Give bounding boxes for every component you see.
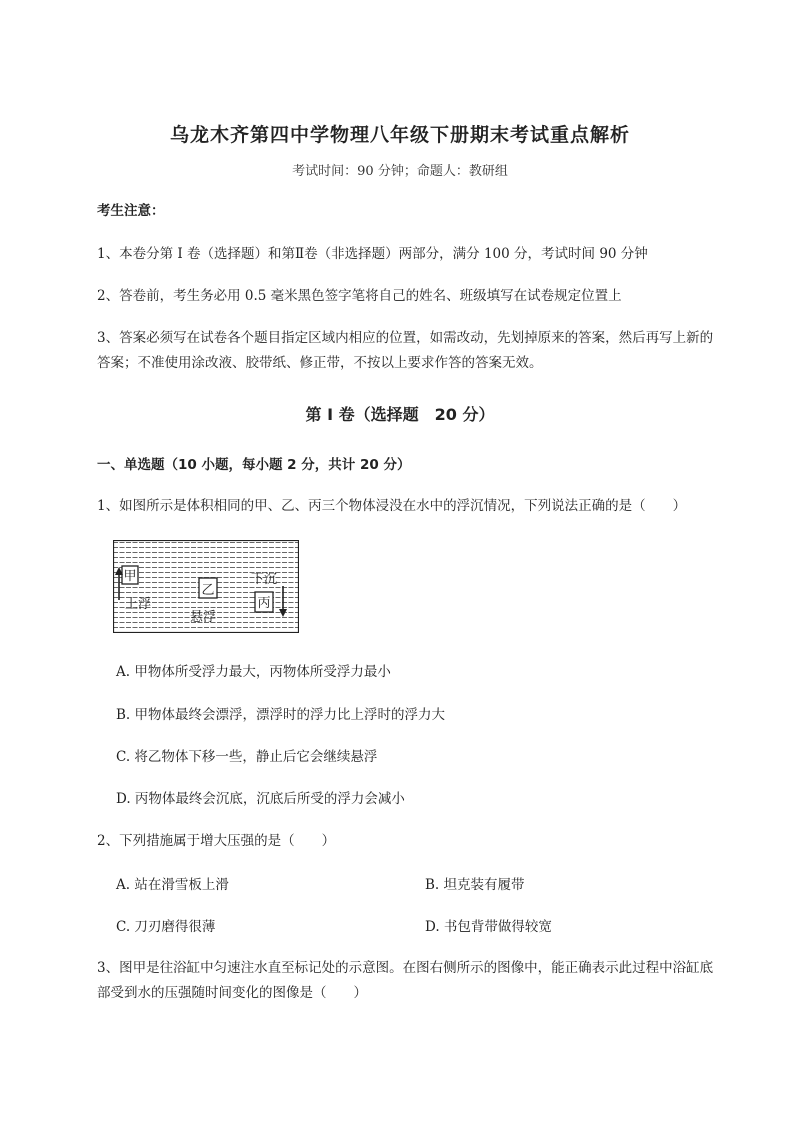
- question-3-stem: 3、图甲是往浴缸中匀速注水直至标记处的示意图。在图右侧所示的图像中，能正确表示此过程中浴缸底部受到水的压强随时间变化的图像是（ ）: [97, 960, 714, 1001]
- object-bing: [255, 592, 273, 612]
- q2-option-b[interactable]: B. 坦克装有履带: [425, 877, 525, 893]
- q1-option-a[interactable]: A. 甲物体所受浮力最大，丙物体所受浮力最小: [116, 664, 391, 680]
- buoyancy-figure: [113, 540, 299, 633]
- note-item-2: 2、答卷前，考生务必用 0.5 毫米黑色签字笔将自己的姓名、班级填写在试卷规定位置上: [97, 288, 622, 304]
- object-yi-label: 乙: [201, 583, 215, 598]
- q1-option-d[interactable]: D. 丙物体最终会沉底，沉底后所受的浮力会减小: [116, 791, 405, 807]
- q1-option-b[interactable]: B. 甲物体最终会漂浮，漂浮时的浮力比上浮时的浮力大: [116, 707, 446, 723]
- exam-info: 考试时间：90 分钟；命题人：教研组: [292, 164, 508, 179]
- label-float-up: 上浮: [125, 597, 152, 612]
- q2-option-a[interactable]: A. 站在滑雪板上滑: [116, 877, 229, 893]
- object-yi: [199, 578, 217, 598]
- note-item-1: 1、本卷分第 I 卷（选择题）和第Ⅱ卷（非选择题）两部分，满分 100 分，考试时间 90 分钟: [97, 246, 648, 262]
- notes-heading: 考生注意：: [97, 203, 165, 219]
- object-jia: [122, 566, 138, 584]
- page-title: 乌龙木齐第四中学物理八年级下册期末考试重点解析: [169, 124, 630, 146]
- object-bing-label: 丙: [257, 596, 271, 611]
- note-item-3: 3、答案必须写在试卷各个题目指定区域内相应的位置，如需改动，先划掉原来的答案，然后再写上新的答案；不准使用涂改液、胶带纸、修正带，不按以上要求作答的答案无效。: [97, 330, 714, 371]
- q1-option-c[interactable]: C. 将乙物体下移一些，静止后它会继续悬浮: [116, 749, 378, 765]
- label-suspend: 悬浮: [190, 610, 217, 625]
- question-1-stem: 1、如图所示是体积相同的甲、乙、丙三个物体浸没在水中的浮沉情况，下列说法正确的是（ ）: [97, 498, 687, 514]
- section-title: 第 I 卷（选择题 20 分）: [305, 405, 495, 424]
- part-heading: 一、单选题（10 小题，每小题 2 分，共计 20 分）: [97, 457, 411, 473]
- q2-option-c[interactable]: C. 刀刃磨得很薄: [116, 919, 216, 935]
- q2-option-d[interactable]: D. 书包背带做得较宽: [425, 919, 552, 935]
- object-jia-label: 甲: [123, 569, 137, 584]
- label-sink: 下沉: [251, 572, 278, 587]
- question-2-stem: 2、下列措施属于增大压强的是（ ）: [97, 833, 336, 849]
